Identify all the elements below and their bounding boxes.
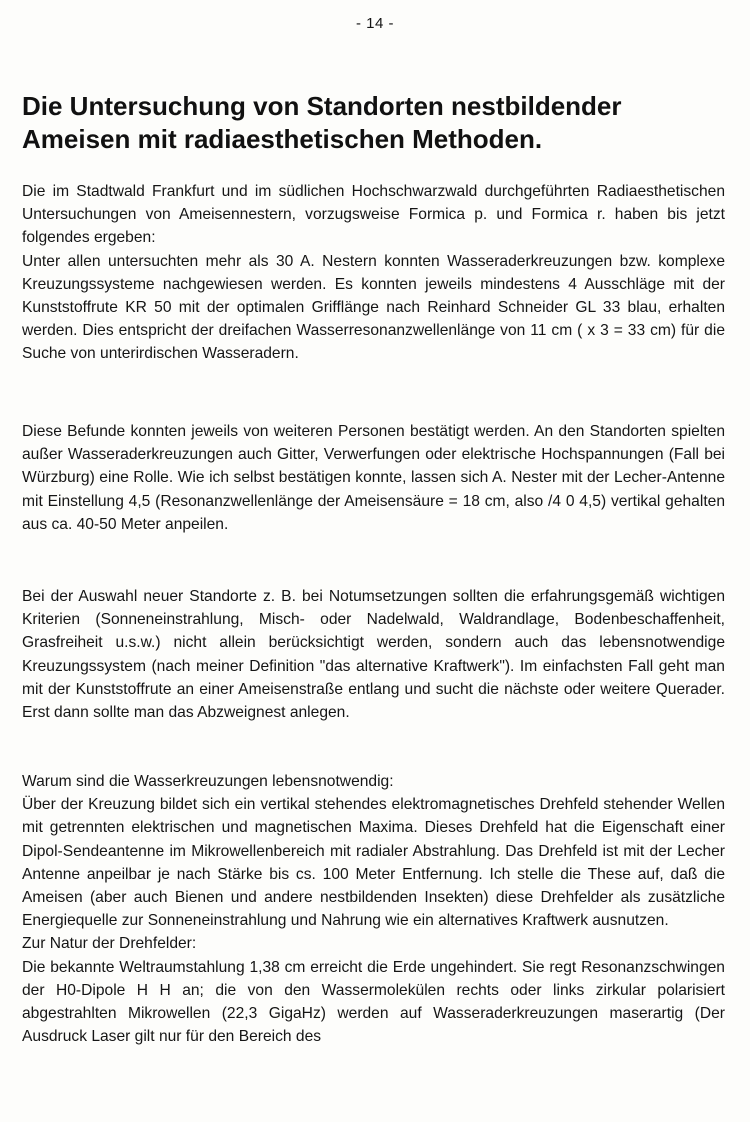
paragraph-findings (22, 180, 725, 366)
paragraph-rotating-field: Über der Kreuzung bildet sich ein vertikal stehendes elektromagnetisches Drehfeld stehender Wellen mit getrennten elektrischen und magnetischen Maxima. Dieses Drehfeld hat die Eigenschaft einer Dipol-Sendeantenne im Mikrowellenbereich mit radialer Abstrahlung. Das Drehfeld ist mit der Lecher Antenne anpeilbar je nach Stärke bis cs. 100 Meter Entfernung. Ich stelle die These auf, daß die Ameisen (aber auch Bienen und andere nestbildenden Insekten) diese Drehfelder als zusätzliche Energiequelle zur Sonneneinstrahlung und Nahrung wie ein alternatives Kraftwerk ausnutzen. (22, 796, 725, 930)
document-title (22, 90, 712, 156)
paragraph-why-crossings (22, 770, 725, 1048)
title-line-2: Ameisen mit radiaesthetischen Methoden. (22, 124, 543, 154)
paragraph-results: Unter allen untersuchten mehr als 30 A. Nestern konnten Wasseraderkreuzungen bzw. komplexe Kreuzungssysteme nachgewiesen werden. Es konnten jeweils mindestens 4 Ausschläge mit der Kunststoffrute KR 50 mit der optimalen Grifflänge nach Reinhard Schneider GL 33 blau, erhalten werden. Dies entspricht der dreifachen Wasserresonanzwellenlänge von 11 cm ( x 3 = 33 cm) für die Suche von unterirdischen Wasseradern. (22, 252, 725, 363)
paragraph-question: Warum sind die Wasserkreuzungen lebensnotwendig: (22, 773, 394, 790)
paragraph-intro: Die im Stadtwald Frankfurt und im südlichen Hochschwarzwald durchgeführten Radiaesthetischen Untersuchungen von Ameisennestern, vorzugsweise Formica p. und Formica r. haben bis jetzt folgendes ergeben: (22, 183, 725, 247)
title-line-1: Die Untersuchung von Standorten nestbildender (22, 91, 622, 121)
paragraph-radiation: Die bekannte Weltraumstahlung 1,38 cm erreicht die Erde ungehindert. Sie regt Resonanzschwingen der H0-Dipole H H an; die von den Wassermolekülen rechts oder links zirkular polarisiert abgestrahlten Mikrowellen (22,3 GigaHz) werden auf Wasseraderkreuzungen maserartig (Der Ausdruck Laser gilt nur für den Bereich des (22, 958, 725, 1046)
page-number: - 14 - (355, 15, 394, 32)
paragraph-confirmation (22, 420, 725, 536)
paragraph-site-selection (22, 585, 725, 724)
paragraph-site-selection-text: Bei der Auswahl neuer Standorte z. B. bei Notumsetzungen sollten die erfahrungsgemäß wichtigen Kriterien (Sonneneinstrahlung, Misch- oder Nadelwald, Waldrandlage, Bodenbeschaffenheit, Grasfreiheit u.s.w.) nicht allein berücksichtigt werden, sondern auch das lebensnotwendige Kreuzungssystem (nach meiner Definition "das alternative Kraftwerk"). Im einfachsten Fall geht man mit der Kunststoffrute an einer Ameisenstraße entlang und sucht die nächste oder weitere Querader. Erst dann sollte man das Abzweignest anlegen. (22, 588, 725, 722)
paragraph-subheading-nature: Zur Natur der Drehfelder: (22, 935, 197, 953)
paragraph-confirmation-text: Diese Befunde konnten jeweils von weiteren Personen bestätigt werden. An den Standorten spielten außer Wasseraderkreuzungen auch Gitter, Verwerfungen oder elektrische Hochspannungen (Fall bei Würzburg) eine Rolle. Wie ich selbst bestätigen konnte, lassen sich A. Nester mit der Lecher-Antenne mit Einstellung 4,5 (Resonanzwellenlänge der Ameisensäure = 18 cm, also /4 0 4,5) vertikal gehalten aus ca. 40-50 Meter anpeilen. (22, 423, 725, 533)
